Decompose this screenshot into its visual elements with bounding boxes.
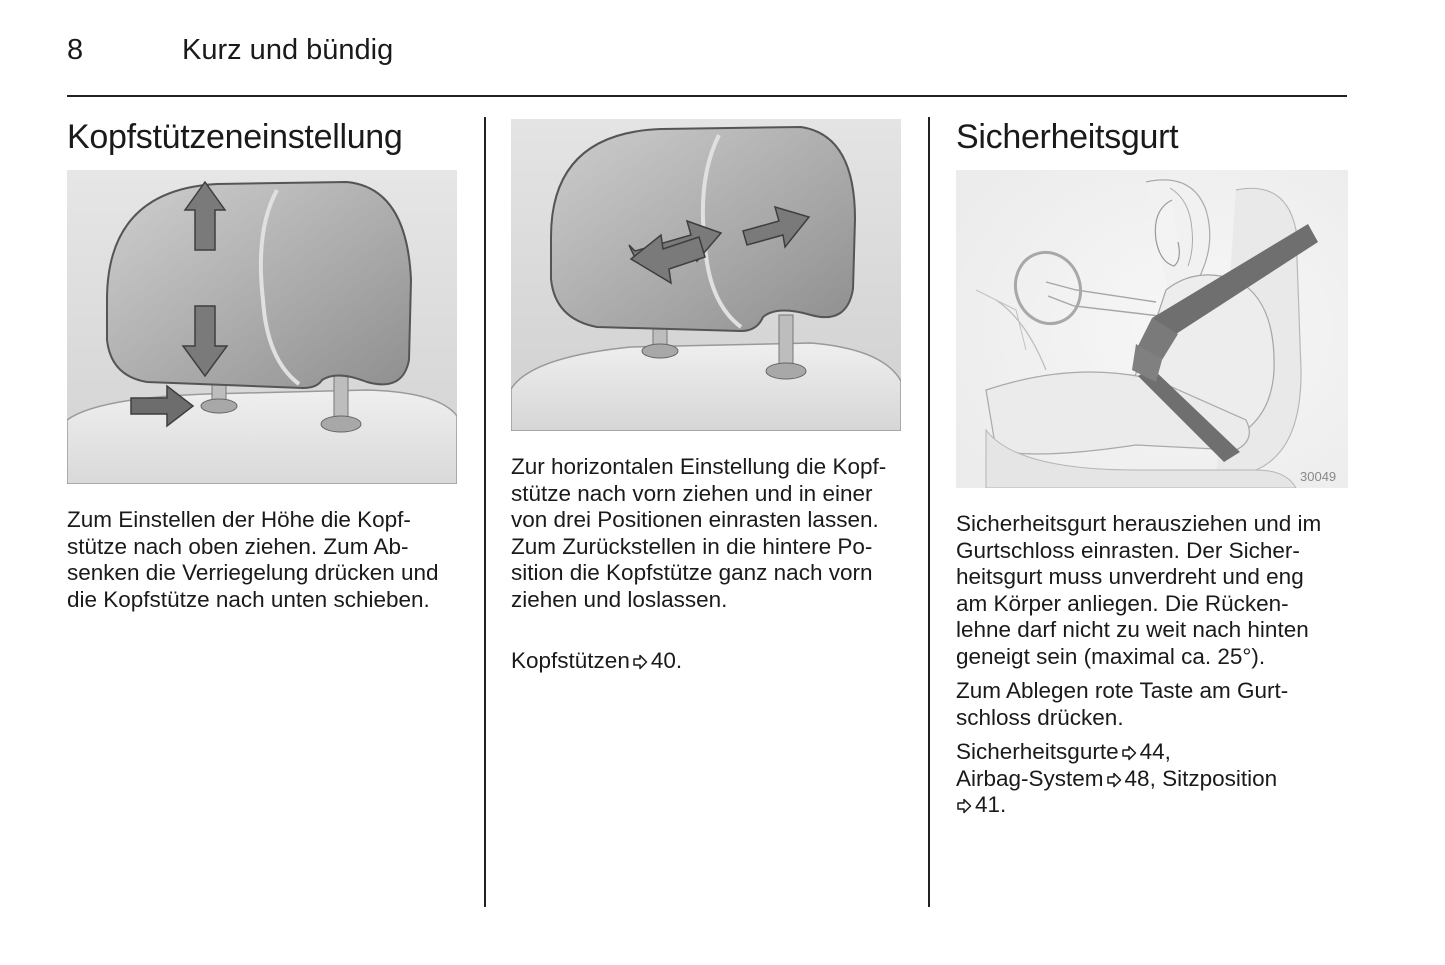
section-title: Kurz und bündig (182, 34, 394, 66)
reference-airbag-system[interactable]: Airbag-System 48, Sitzposition (956, 765, 1278, 791)
seat-belt-references (956, 739, 1356, 819)
page-reference-arrow-icon (1121, 745, 1137, 761)
figure-headrest-height (67, 170, 457, 484)
page-reference-arrow-icon (632, 654, 648, 670)
page-reference-arrow-icon (1106, 772, 1122, 788)
column-divider-2 (928, 117, 930, 907)
reference-label: Kopfstützen (511, 647, 630, 673)
page-number: 8 (67, 34, 84, 66)
headrest-height-instructions: Zum Einstellen der Höhe die Kopf- stütze nach oben ziehen. Zum Ab- senken die Verriegelung drücken und die Kopfstütze nach unten schieben. (67, 507, 439, 612)
header-divider (67, 95, 1347, 97)
column-divider-1 (484, 117, 486, 907)
headrest-reference[interactable] (511, 621, 921, 674)
reference-seat-belts[interactable]: Sicherheitsgurte 44, (956, 739, 1171, 764)
reference-seat-position[interactable]: 41. (956, 792, 1356, 819)
figure-headrest-horizontal (511, 119, 901, 431)
seat-belt-instructions: Sicherheitsgurt herausziehen und im Gurtschloss einrasten. Der Sicher- heitsgurt muss unverdreht und eng am Körper anliegen. Die Rücken- lehne darf nicht zu weit nach hinten geneigt sein (maximal ca. 25°). (956, 511, 1322, 669)
heading-seat-belt: Sicherheitsgurt (956, 118, 1179, 156)
reference-page: 40. (650, 647, 683, 673)
headrest-horizontal-instructions: Zur horizontalen Einstellung die Kopf- stütze nach vorn ziehen und in einer von drei Positionen einrasten lassen. Zum Zurückstellen in die hintere Po- sition die Kopfstütze ganz nach vorn ziehen und loslassen. (511, 454, 887, 612)
heading-headrest-adjustment: Kopfstützeneinstellung (67, 118, 403, 156)
page-reference-arrow-icon (956, 798, 972, 814)
figure-seat-belt-driver (956, 170, 1348, 488)
figure-code: 30049 (1300, 469, 1337, 484)
seat-belt-release-instructions: Zum Ablegen rote Taste am Gurt- schloss drücken. (956, 678, 1289, 730)
